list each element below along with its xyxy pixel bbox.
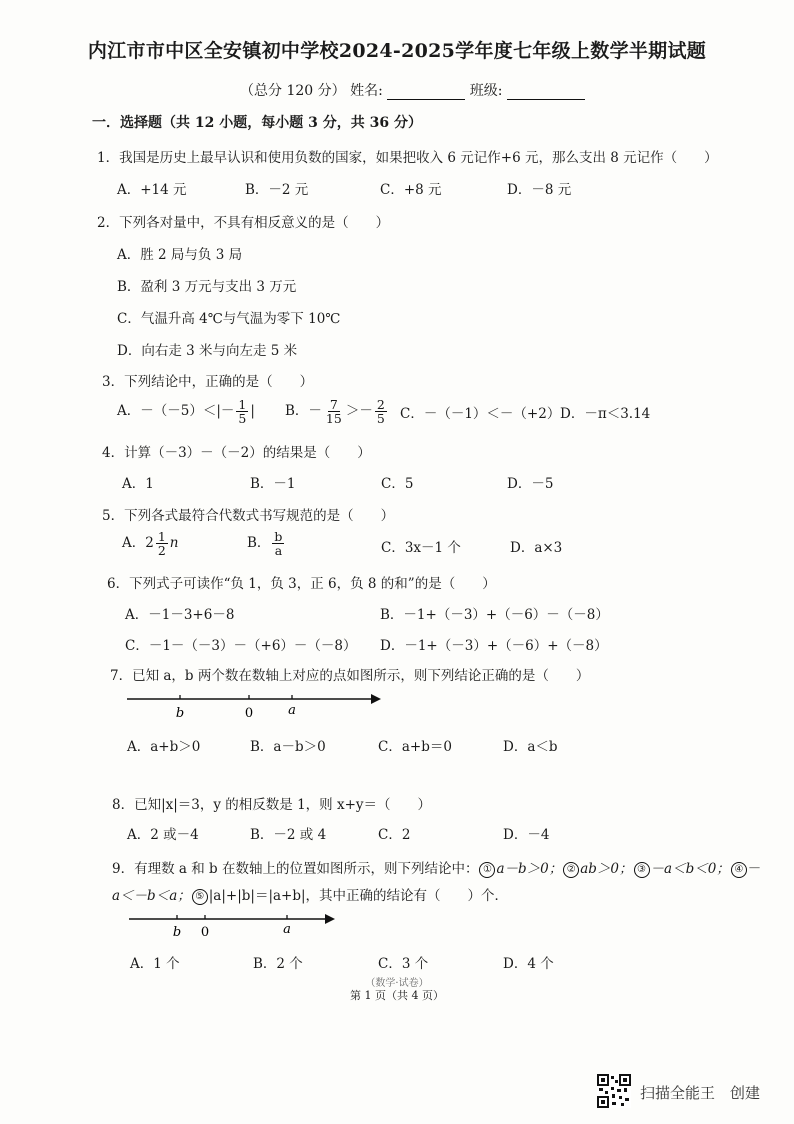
page-number: 第 1 页（共 4 页） [350,989,444,1002]
q2-option-a[interactable]: A．胜 2 局与负 3 局 [117,247,243,263]
q9-circled-2: ② [563,862,579,878]
q8-option-b[interactable]: B．－2 或 4 [250,827,327,843]
q3-a-fraction [236,398,248,425]
q9-circled-1: ① [479,862,495,878]
q7-option-b[interactable]: B．a－b＞0 [250,739,326,755]
question-9-stem-line-2 [112,884,508,905]
q6-option-b[interactable]: B．－1+（－3）+（－6）－（－8） [380,607,609,623]
q3-a-denominator: 5 [238,411,247,427]
q5-a-fraction [156,530,168,557]
q9-stmt-1: a－b＞0； [496,861,563,877]
scanner-watermark: 扫描全能王 创建 [640,1084,761,1102]
q9-stmt-3: －a＜b＜0； [650,861,730,877]
question-1-stem: 1．我国是历史上最早认识和使用负数的国家，如果把收入 6 元记作+6 元，那么支出 8 元记作（ ） [97,150,718,166]
q5-b-prefix: B． [247,535,271,552]
q3-option-b[interactable] [285,398,389,425]
q3-b-numerator-2: 2 [376,397,385,412]
name-label: 姓名: [350,83,383,99]
q3-b-numerator-1: 7 [329,397,338,412]
q3-a-suffix: | [250,403,255,420]
q5-a-numerator: 1 [157,529,166,544]
q5-b-denominator: a [274,543,283,559]
question-4-stem: 4．计算（－3）－（－2）的结果是（ ） [102,445,371,461]
exam-title: 内江市市中区全安镇初中学校2024-2025学年度七年级上数学半期试题 [87,40,707,62]
q7-label-zero: 0 [244,706,254,721]
q4-option-d[interactable]: D．－5 [507,476,554,492]
q9-stmt-4-end: a＜－b＜a； [112,888,191,904]
q9-stem-intro: 9．有理数 a 和 b 在数轴上的位置如图所示，则下列结论中： [112,861,479,877]
q9-option-b[interactable]: B．2 个 [253,956,303,972]
q2-option-b[interactable]: B．盈利 3 万元与支出 3 万元 [117,279,297,295]
q9-circled-4: ④ [731,862,747,878]
question-6-stem: 6．下列式子可读作“负 1，负 3，正 6，负 8 的和”的是（ ） [107,576,496,592]
q3-b-prefix: B．－ [285,403,322,420]
q9-option-c[interactable]: C．3 个 [378,956,429,972]
q9-label-a: a [283,922,291,937]
question-7-stem: 7．已知 a，b 两个数在数轴上对应的点如图所示，则下列结论正确的是（ ） [110,668,590,684]
q9-circled-3: ③ [634,862,650,878]
q9-label-b: b [172,925,182,940]
q5-option-c[interactable]: C．3x－1 个 [381,540,461,556]
q9-circled-5: ⑤ [192,889,208,905]
q9-option-d[interactable]: D．4 个 [503,956,554,972]
q3-b-denominator-1: 15 [325,411,342,427]
class-label: 班级: [469,83,503,99]
question-8-stem: 8．已知|x|＝3，y 的相反数是 1，则 x+y＝（ ） [112,797,432,813]
q9-stmt-2: ab＞0； [580,861,633,877]
q2-option-d[interactable]: D．向右走 3 米与向左走 5 米 [117,343,298,359]
q1-option-c[interactable]: C．+8 元 [380,182,442,198]
q7-option-a[interactable]: A．a+b＞0 [127,739,201,755]
question-9-stem-line-1 [112,857,761,878]
section-heading: 一．选择题（共 12 小题，每小题 3 分，共 36 分） [92,115,422,131]
qr-code-icon [597,1074,631,1108]
q3-option-d[interactable]: D．－π＜3.14 [560,406,651,422]
q6-option-d[interactable]: D．－1+（－3）+（－6）+（－8） [380,638,608,654]
q4-option-c[interactable]: C．5 [381,476,414,492]
q9-stmt-4-start: － [747,861,762,877]
q9-option-a[interactable]: A．1 个 [130,956,180,972]
class-blank[interactable] [507,85,585,100]
q3-b-denominator-2: 5 [376,411,385,427]
footer-note: （数学·试卷） [365,978,429,989]
q5-a-suffix: n [169,535,179,552]
total-score: （总分 120 分） [240,83,346,99]
q5-option-b[interactable] [247,530,286,557]
q5-a-prefix: A．2 [122,535,154,552]
q8-option-a[interactable]: A．2 或－4 [127,827,199,843]
q5-option-a[interactable] [122,530,179,557]
q7-label-a: a [288,703,296,718]
q7-option-c[interactable]: C．a+b＝0 [378,739,452,755]
q7-option-d[interactable]: D．a＜b [503,739,558,755]
q5-a-denominator: 2 [157,543,166,559]
exam-subtitle [240,80,585,100]
question-3-stem: 3．下列结论中，正确的是（ ） [102,374,314,390]
q3-b-middle: ＞－ [345,403,373,420]
q1-option-b[interactable]: B．－2 元 [245,182,309,198]
q3-a-numerator: 1 [238,397,247,412]
q7-number-line [125,688,385,722]
q5-option-d[interactable]: D．a×3 [510,540,563,556]
q9-stmt-5: |a|+|b|＝|a+b|，其中正确的结论有（ ）个． [208,888,509,904]
q7-label-b: b [175,706,185,721]
q3-b-fraction-1 [324,398,344,425]
q3-option-a[interactable] [117,398,255,425]
q6-option-c[interactable]: C．－1－（－3）－（+6）－（－8） [125,638,357,654]
q8-option-d[interactable]: D．－4 [503,827,550,843]
q9-label-zero: 0 [200,925,210,940]
q3-a-prefix: A．－（－5）＜|－ [117,403,235,420]
name-blank[interactable] [387,85,465,100]
q1-option-d[interactable]: D．－8 元 [507,182,572,198]
q2-option-c[interactable]: C．气温升高 4℃与气温为零下 10℃ [117,311,341,327]
q3-b-fraction-2 [375,398,387,425]
question-5-stem: 5．下列各式最符合代数式书写规范的是（ ） [102,508,395,524]
q9-number-line [127,908,347,942]
q4-option-a[interactable]: A．1 [122,476,154,492]
question-2-stem: 2．下列各对量中，不具有相反意义的是（ ） [97,215,390,231]
q5-b-numerator: b [274,529,283,544]
q6-option-a[interactable]: A．－1－3+6－8 [125,607,235,623]
q8-option-c[interactable]: C．2 [378,827,411,843]
q3-option-c[interactable]: C．－（－1）＜－（+2） [400,406,561,422]
q1-option-a[interactable]: A．+14 元 [117,182,187,198]
q5-b-fraction [272,530,284,557]
q4-option-b[interactable]: B．－1 [250,476,296,492]
